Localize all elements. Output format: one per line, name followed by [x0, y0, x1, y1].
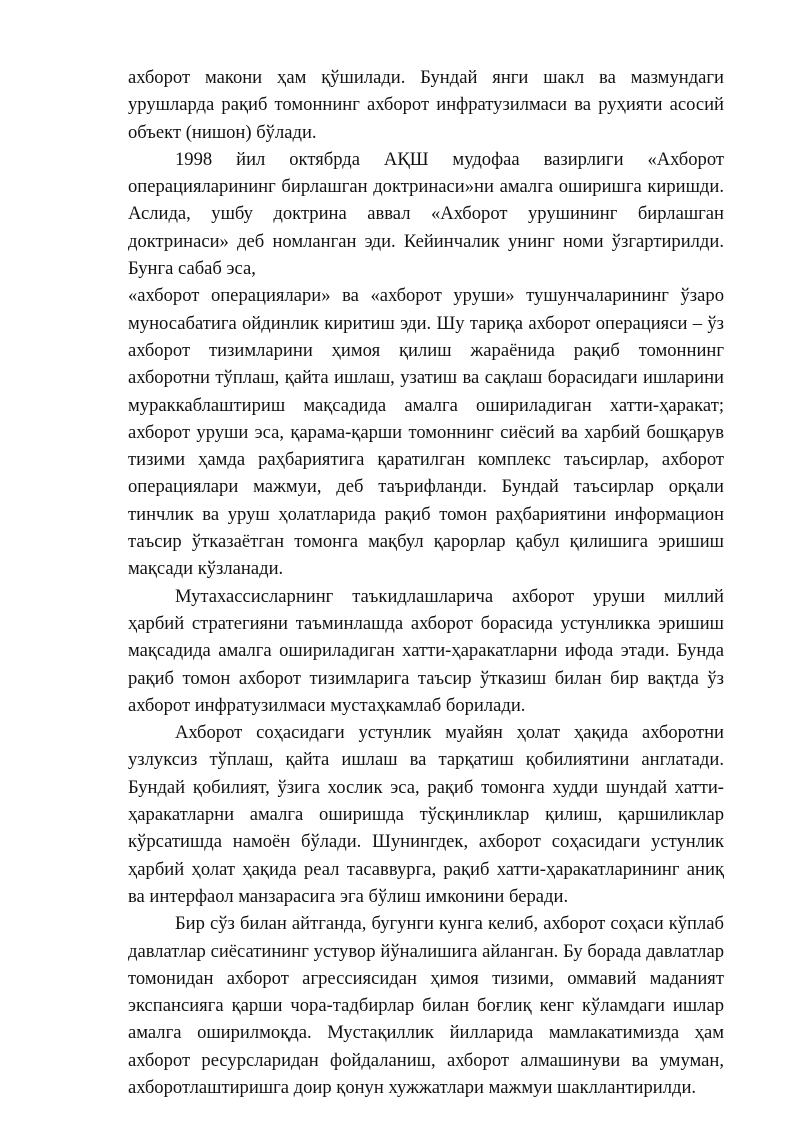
- paragraph-1: ахборот макони ҳам қўшилади. Бундай янги шакл ва мазмундаги урушларда рақиб томоннинг ахборот инфратузилмаси ва руҳияти асосий объект (нишон) бўлади.: [128, 67, 724, 143]
- paragraph-3: «ахборот операциялари» ва «ахборот уруши» тушунчаларининг ўзаро муносабатига ойдинлик киритиш эди. Шу тариқа ахборот операцияси – ўз ахборот тизимларини ҳимоя қилиш жараёнида рақиб томоннинг ахборотни тўплаш, қайта ишлаш, узатиш ва сақлаш борасидаги ишларини мураккаблаштириш мақсадида амалга ошириладиган хатти-ҳаракат; ахборот уруши эса, қарама-қарши томоннинг сиёсий ва харбий бошқарув тизими ҳамда раҳбариятига қаратилган комплекс таъсирлар, ахборот операциялари мажмуи, деб таърифланди. Бундай таъсирлар орқали тинчлик ва уруш ҳолатларида рақиб томон раҳбариятини информацион таъсир ўтказаётган томонга мақбул қарорлар қабул қилишига эришиш мақсади кўзланади.: [128, 285, 724, 580]
- document-page: [128, 64, 724, 1101]
- paragraph-4: Мутахассисларнинг таъкидлашларича ахборот уруши миллий ҳарбий стратегияни таъминлашда ахборот борасида устунликка эришиш мақсадида амалга ошириладиган хатти-ҳаракатларни ифода этади. Бунда рақиб томон ахборот тизимларига таъсир ўтказиш билан бир вақтда ўз ахборот инфратузилмаси мустаҳкамлаб борилади.: [128, 585, 724, 716]
- paragraph-6: Бир сўз билан айтганда, бугунги кунга келиб, ахборот соҳаси кўплаб давлатлар сиёсатининг устувор йўналишига айланган. Бу борада давлатлар томонидан ахборот агрессиясидан ҳимоя тизими, оммавий маданият экспансияга қарши чора-тадбирлар билан боғлиқ кенг кўламдаги ишлар амалга оширилмоқда. Мустақиллик йилларида мамлакатимизда ҳам ахборот ресурсларидан фойдаланиш, ахборот алмашинуви ва умуман, ахборотлаштиришга доир қонун хужжатлари мажмуи шакллантирилди.: [128, 913, 724, 1098]
- paragraph-2: 1998 йил октябрда АҚШ мудофаа вазирлиги «Ахборот операцияларининг бирлашган доктринаси»ни амалга оширишга киришди. Аслида, ушбу доктрина аввал «Ахборот урушининг бирлашган доктринаси» деб номланган эди. Кейинчалик унинг номи ўзгартирилди. Бунга сабаб эса,: [128, 148, 724, 280]
- paragraph-5: Ахборот соҳасидаги устунлик муайян ҳолат ҳақида ахборотни узлуксиз тўплаш, қайта ишлаш ва тарқатиш қобилиятини англатади. Бундай қобилият, ўзига хослик эса, рақиб томонга худди шундай хатти-ҳаракатларни амалга оширишда тўсқинликлар қилиш, қаршиликлар кўрсатишда намоён бўлади. Шунингдек, ахборот соҳасидаги устунлик ҳарбий ҳолат ҳақида реал тасаввурга, рақиб хатти-ҳаракатларининг аниқ ва интерфаол манзарасига эга бўлиш имконини беради.: [128, 722, 724, 907]
